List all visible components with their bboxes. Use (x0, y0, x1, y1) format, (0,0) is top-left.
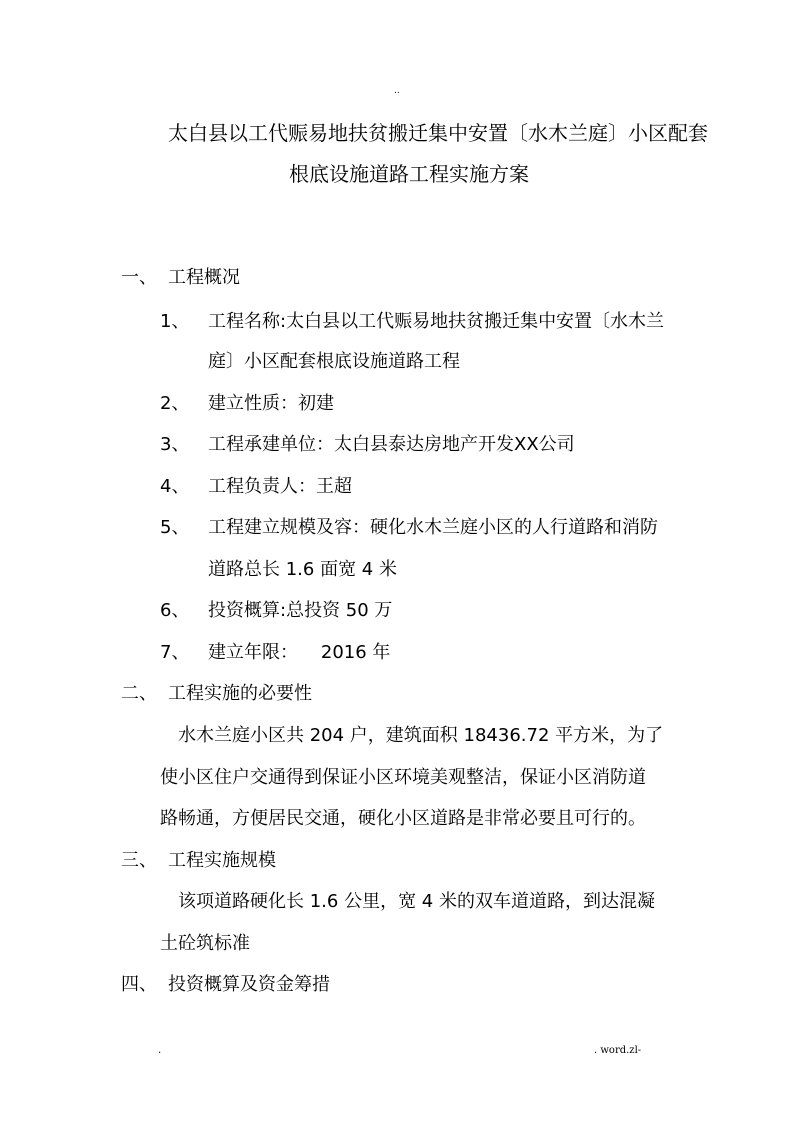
paragraph-3-line1: 该项道路硬化长 1.6 公里，宽 4 米的双车道道路，到达混凝 (178, 891, 655, 912)
item-2-number: 2、 (160, 393, 190, 414)
item-1-continuation: 庭〕小区配套根底设施道路工程 (208, 351, 460, 372)
item-4-text: 工程负责人：王超 (208, 476, 352, 497)
item-2-text: 建立性质：初建 (208, 393, 334, 414)
section-1-number: 一、 (121, 267, 157, 288)
paragraph-3-line2: 土砼筑标准 (160, 933, 250, 954)
item-3-number: 3、 (160, 434, 190, 455)
paragraph-2-line3: 路畅通，方便居民交通，硬化小区道路是非常必要且可行的。 (160, 808, 646, 829)
paragraph-2-line2: 使小区住户交通得到保证小区环境美观整洁，保证小区消防道 (160, 767, 646, 788)
section-2-number: 二、 (121, 683, 157, 704)
paragraph-2-line1: 水木兰庭小区共 204 户，建筑面积 18436.72 平方米，为了 (178, 725, 664, 746)
item-6-text: 投资概算:总投资 50 万 (208, 600, 393, 621)
item-5-continuation: 道路总长 1.6 面宽 4 米 (208, 559, 397, 580)
footer-right-text: . word.zl- (594, 1045, 642, 1056)
section-4-number: 四、 (121, 974, 157, 995)
item-3-text: 工程承建单位：太白县泰达房地产开发XX公司 (208, 434, 575, 455)
section-4-title: 投资概算及资金筹措 (168, 974, 330, 995)
item-5-number: 5、 (160, 517, 190, 538)
header-mark: .. (394, 86, 400, 96)
item-7-number: 7、 (160, 642, 190, 663)
item-4-number: 4、 (160, 476, 190, 497)
item-1-number: 1、 (160, 311, 190, 332)
section-1-title: 工程概况 (168, 267, 240, 288)
section-3-number: 三、 (121, 850, 157, 871)
item-5-text: 工程建立规模及容：硬化水木兰庭小区的人行道路和消防 (208, 517, 658, 538)
item-1-text: 工程名称:太白县以工代赈易地扶贫搬迁集中安置〔水木兰 (208, 311, 665, 332)
section-2-title: 工程实施的必要性 (168, 683, 312, 704)
footer-left-mark: . (158, 1045, 162, 1056)
item-6-number: 6、 (160, 600, 190, 621)
section-3-title: 工程实施规模 (168, 850, 276, 871)
document-title-line2: 根底设施道路工程实施方案 (289, 162, 529, 186)
item-7-text: 建立年限： 2016 年 (208, 642, 391, 663)
document-title-line1: 太白县以工代赈易地扶贫搬迁集中安置〔水木兰庭〕小区配套 (168, 121, 708, 145)
